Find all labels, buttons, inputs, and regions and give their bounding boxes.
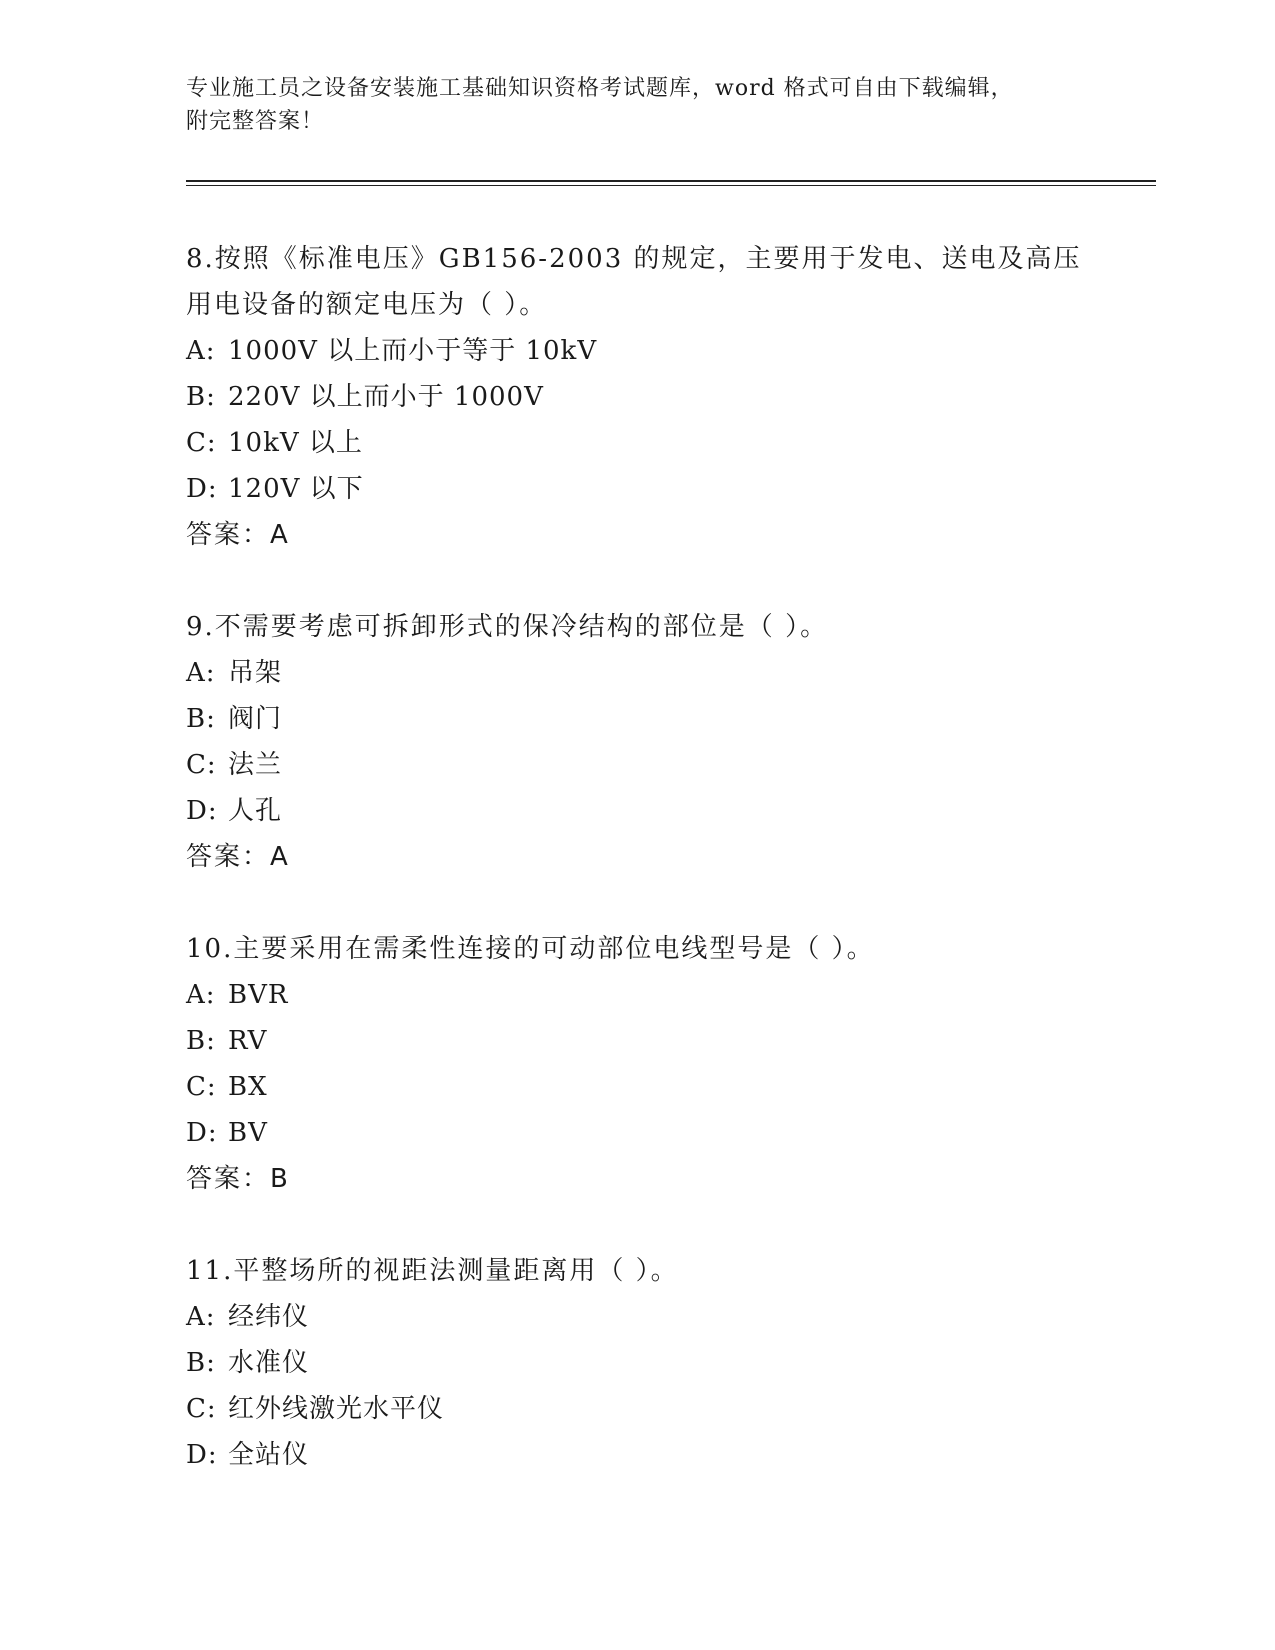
question-11 bbox=[186, 1248, 1086, 1478]
option-text: 1000V 以上而小于等于 10kV bbox=[228, 336, 598, 366]
option-letter: A: bbox=[186, 980, 216, 1010]
option-text: 吊架 bbox=[228, 658, 283, 688]
option-text: BVR bbox=[228, 980, 289, 1010]
option-text: 阀门 bbox=[228, 704, 283, 734]
option-a bbox=[186, 328, 1086, 374]
option-text: 人孔 bbox=[228, 796, 283, 826]
option-c bbox=[186, 1386, 1086, 1432]
option-letter: D: bbox=[186, 1440, 218, 1470]
option-letter: A: bbox=[186, 336, 216, 366]
option-letter: B: bbox=[186, 1348, 216, 1378]
option-letter: A: bbox=[186, 658, 216, 688]
option-text: BV bbox=[228, 1118, 268, 1148]
option-b bbox=[186, 696, 1086, 742]
option-c bbox=[186, 1064, 1086, 1110]
question-stem: 11.平整场所的视距法测量距离用（ ）。 bbox=[186, 1256, 679, 1286]
answer-line: 答案：A bbox=[186, 842, 290, 872]
option-letter: B: bbox=[186, 704, 216, 734]
option-text: 水准仪 bbox=[228, 1348, 310, 1378]
question-stem: 8.按照《标准电压》GB156-2003 的规定，主要用于发电、送电及高压用电设备的额定电压为（ ）。 bbox=[186, 244, 1082, 320]
option-text: BX bbox=[228, 1072, 268, 1102]
option-d bbox=[186, 1110, 1086, 1156]
header-divider-thin bbox=[186, 185, 1156, 186]
option-c bbox=[186, 420, 1086, 466]
option-letter: C: bbox=[186, 1072, 217, 1102]
option-letter: A: bbox=[186, 1302, 216, 1332]
option-letter: D: bbox=[186, 796, 218, 826]
option-b bbox=[186, 1340, 1086, 1386]
option-a bbox=[186, 972, 1086, 1018]
option-letter: B: bbox=[186, 382, 216, 412]
document-header bbox=[186, 72, 1086, 138]
option-a bbox=[186, 1294, 1086, 1340]
option-b bbox=[186, 374, 1086, 420]
option-text: RV bbox=[228, 1026, 268, 1056]
question-stem: 10.主要采用在需柔性连接的可动部位电线型号是（ ）。 bbox=[186, 934, 875, 964]
question-list bbox=[186, 236, 1086, 1524]
option-letter: C: bbox=[186, 428, 217, 458]
option-b bbox=[186, 1018, 1086, 1064]
option-d bbox=[186, 788, 1086, 834]
option-d bbox=[186, 466, 1086, 512]
header-line-1: 专业施工员之设备安装施工基础知识资格考试题库，word 格式可自由下载编辑， bbox=[186, 76, 1014, 101]
option-text: 法兰 bbox=[228, 750, 283, 780]
header-divider-thick bbox=[186, 180, 1156, 182]
option-letter: B: bbox=[186, 1026, 216, 1056]
option-letter: C: bbox=[186, 1394, 217, 1424]
answer-line: 答案：A bbox=[186, 520, 290, 550]
option-text: 220V 以上而小于 1000V bbox=[228, 382, 544, 412]
option-c bbox=[186, 742, 1086, 788]
answer-line: 答案：B bbox=[186, 1164, 290, 1194]
option-a bbox=[186, 650, 1086, 696]
option-text: 红外线激光水平仪 bbox=[228, 1394, 445, 1424]
option-d bbox=[186, 1432, 1086, 1478]
question-stem: 9.不需要考虑可拆卸形式的保冷结构的部位是（ ）。 bbox=[186, 612, 829, 642]
question-10 bbox=[186, 926, 1086, 1202]
option-text: 经纬仪 bbox=[228, 1302, 310, 1332]
option-text: 120V 以下 bbox=[228, 474, 364, 504]
question-8 bbox=[186, 236, 1086, 558]
option-letter: D: bbox=[186, 474, 218, 504]
option-text: 全站仪 bbox=[228, 1440, 310, 1470]
option-text: 10kV 以上 bbox=[228, 428, 363, 458]
header-line-2: 附完整答案！ bbox=[186, 109, 325, 134]
question-9 bbox=[186, 604, 1086, 880]
option-letter: C: bbox=[186, 750, 217, 780]
option-letter: D: bbox=[186, 1118, 218, 1148]
